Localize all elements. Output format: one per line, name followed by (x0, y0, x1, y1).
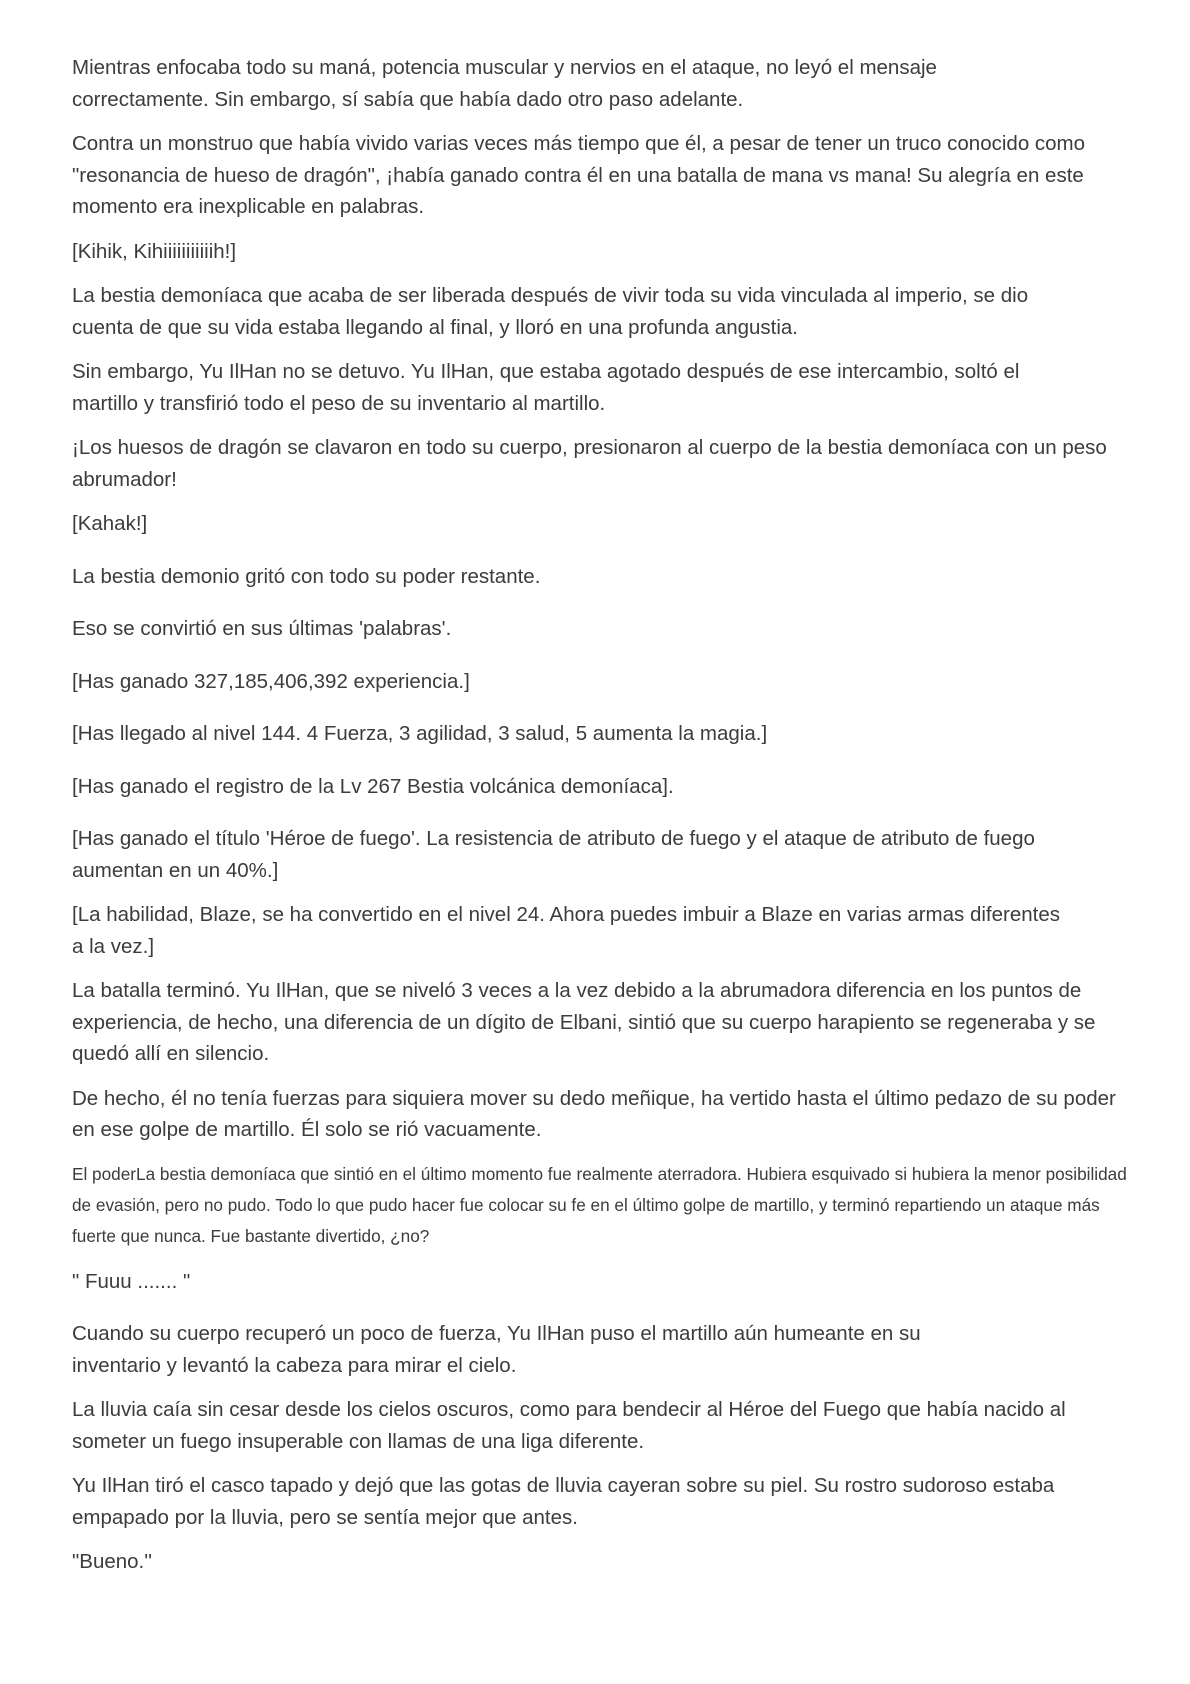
paragraph-7: [Kahak!] (72, 512, 148, 535)
paragraph-18: " Fuuu ....... " (72, 1269, 191, 1293)
paragraph-15: La batalla terminó. Yu IlHan, que se niveló 3 veces a la vez debido a la abrumadora diferencia en los puntos de experiencia, de hecho, una diferencia de un dígito de Elbani, sintió que su cuerpo harapiento se regeneraba y se quedó allí en silencio. (72, 979, 1096, 1065)
paragraph-16: De hecho, él no tenía fuerzas para siquiera mover su dedo meñique, ha vertido hasta el último pedazo de su poder en ese golpe de martillo. Él solo se rió vacuamente. (72, 1086, 1116, 1141)
paragraph-1: Mientras enfocaba todo su maná, potencia muscular y nervios en el ataque, no leyó el mensaje correctamente. Sin embargo, sí sabía que había dado otro paso adelante. (72, 56, 937, 111)
paragraph-22: "Bueno.'' (72, 1550, 153, 1573)
paragraph-9: Eso se convirtió en sus últimas 'palabras'. (72, 617, 452, 640)
paragraph-20: La lluvia caía sin cesar desde los cielos oscuros, como para bendecir al Héroe del Fuego que había nacido al someter un fuego insuperable con llamas de una liga diferente. (72, 1398, 1066, 1453)
document-page (72, 52, 1132, 1591)
paragraph-17: El poderLa bestia demoníaca que sintió en el último momento fue realmente aterradora. Hubiera esquivado si hubiera la menor posibilidad de evasión, pero no pudo. Todo lo que pudo hacer fue colocar su fe en el último golpe de martillo, y terminó repartiendo un ataque más fuerte que nunca. Fue bastante divertido, ¿no? (72, 1163, 1127, 1246)
paragraph-11: [Has llegado al nivel 144. 4 Fuerza, 3 agilidad, 3 salud, 5 aumenta la magia.] (72, 722, 768, 745)
paragraph-10: [Has ganado 327,185,406,392 experiencia.] (72, 669, 470, 693)
paragraph-19: Cuando su cuerpo recuperó un poco de fuerza, Yu IlHan puso el martillo aún humeante en su inventario y levantó la cabeza para mirar el cielo. (72, 1322, 921, 1377)
paragraph-21: Yu IlHan tiró el casco tapado y dejó que las gotas de lluvia cayeran sobre su piel. Su rostro sudoroso estaba empapado por la lluvia, pero se sentía mejor que antes. (72, 1474, 1055, 1529)
paragraph-3: [Kihik, Kihiiiiiiiiiiih!] (72, 239, 237, 263)
paragraph-5: Sin embargo, Yu IlHan no se detuvo. Yu IlHan, que estaba agotado después de ese intercambio, soltó el martillo y transfirió todo el peso de su inventario al martillo. (72, 360, 1020, 415)
paragraph-4: La bestia demoníaca que acaba de ser liberada después de vivir toda su vida vinculada al imperio, se dio cuenta de que su vida estaba llegando al final, y lloró en una profunda angustia. (72, 284, 1029, 339)
paragraph-6: ¡Los huesos de dragón se clavaron en todo su cuerpo, presionaron al cuerpo de la bestia demoníaca con un peso abrumador! (72, 436, 1107, 491)
paragraph-8: La bestia demonio gritó con todo su poder restante. (72, 564, 541, 588)
paragraph-12: [Has ganado el registro de la Lv 267 Bestia volcánica demoníaca]. (72, 774, 674, 798)
paragraph-14: [La habilidad, Blaze, se ha convertido en el nivel 24. Ahora puedes imbuir a Blaze en varias armas diferentes a la vez.] (72, 903, 1061, 958)
paragraph-2: Contra un monstruo que había vivido varias veces más tiempo que él, a pesar de tener un truco conocido como "resonancia de hueso de dragón", ¡había ganado contra él en una batalla de mana vs mana! Su alegría en este momento era inexplicable en palabras. (72, 132, 1086, 218)
paragraph-13: [Has ganado el título 'Héroe de fuego'. La resistencia de atributo de fuego y el ataque de atributo de fuego aumentan en un 40%.] (72, 827, 1035, 882)
